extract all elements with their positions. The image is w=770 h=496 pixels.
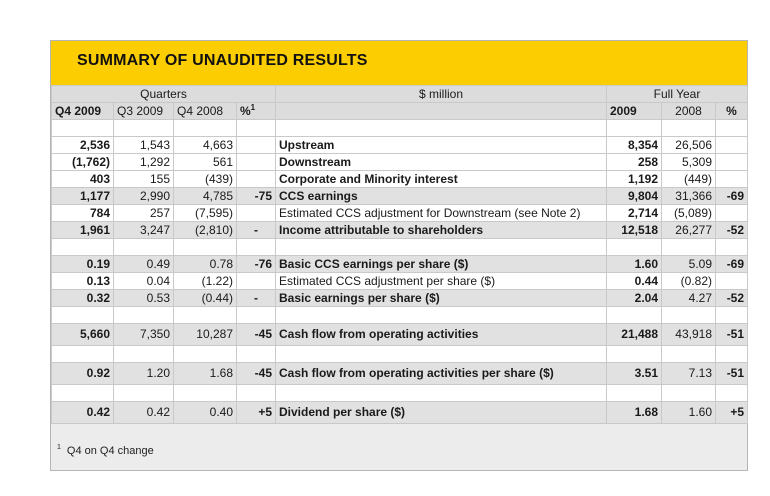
cell-pct-q [237,171,276,188]
table-row [52,222,748,239]
cell-pct-fy [716,205,748,222]
cell-q4-2008: 0.78 [174,256,237,273]
cell-label: Estimated CCS adjustment for Downstream (see Note 2) [276,205,607,222]
table-row [52,402,748,424]
cell-q4-2009: (1,762) [52,154,114,171]
cell-fy-2008: 26,277 [662,222,716,239]
col-pct-full-year: % [716,103,748,120]
cell-q3-2009: 7,350 [114,324,174,346]
cell-fy-2008: 31,366 [662,188,716,205]
cell-fy-2008: 43,918 [662,324,716,346]
quarters-header: Quarters [52,86,276,103]
cell-q4-2009: 0.13 [52,273,114,290]
footnote [57,445,154,457]
footnote-text: Q4 on Q4 change [66,445,154,457]
cell-q3-2009: 1,292 [114,154,174,171]
cell-fy-2009: 1.68 [607,402,662,424]
cell-q3-2009: 1,543 [114,137,174,154]
spacer-row [52,120,748,137]
cell-fy-2008: (0.82) [662,273,716,290]
full-year-header: Full Year [607,86,748,103]
cell-q3-2009: 3,247 [114,222,174,239]
cell-label: Cash flow from operating activities [276,324,607,346]
title-bar [51,41,747,85]
cell-fy-2009: 2,714 [607,205,662,222]
col-fy-2008: 2008 [662,103,716,120]
cell-pct-fy [716,137,748,154]
cell-label: Dividend per share ($) [276,402,607,424]
header-column-row [52,103,748,120]
cell-pct-q [237,154,276,171]
cell-q4-2009: 1,961 [52,222,114,239]
cell-fy-2008: 4.27 [662,290,716,307]
cell-q3-2009: 0.49 [114,256,174,273]
cell-q4-2008: 4,785 [174,188,237,205]
cell-fy-2008: (5,089) [662,205,716,222]
cell-q4-2009: 5,660 [52,324,114,346]
footnote-marker: 1 [250,102,256,112]
cell-pct-fy [716,154,748,171]
col-label [276,103,607,120]
spacer-row [52,346,748,363]
cell-label: Income attributable to shareholders [276,222,607,239]
cell-label: Basic CCS earnings per share ($) [276,256,607,273]
cell-pct-q: - [237,290,276,307]
cell-q3-2009: 155 [114,171,174,188]
spacer-row [52,239,748,256]
cell-pct-q: +5 [237,402,276,424]
cell-fy-2009: 3.51 [607,363,662,385]
table-row [52,188,748,205]
cell-q4-2009: 0.32 [52,290,114,307]
cell-fy-2008: (449) [662,171,716,188]
footnote-number: 1 [57,444,61,452]
cell-pct-fy: +5 [716,402,748,424]
table-row [52,290,748,307]
cell-label: Cash flow from operating activities per share ($) [276,363,607,385]
cell-pct-q: -76 [237,256,276,273]
cell-q4-2008: 1.68 [174,363,237,385]
table-row [52,324,748,346]
cell-q4-2008: (2,810) [174,222,237,239]
cell-fy-2009: 21,488 [607,324,662,346]
table-row [52,154,748,171]
cell-q4-2009: 784 [52,205,114,222]
cell-fy-2008: 5.09 [662,256,716,273]
table-row [52,171,748,188]
table-row [52,137,748,154]
table-row [52,256,748,273]
cell-fy-2009: 8,354 [607,137,662,154]
page-title: SUMMARY OF UNAUDITED RESULTS [77,52,368,69]
col-pct-quarters-label: % [240,103,251,118]
cell-pct-fy: -52 [716,290,748,307]
cell-fy-2009: 0.44 [607,273,662,290]
cell-q4-2008: 4,663 [174,137,237,154]
spacer-row [52,385,748,402]
cell-pct-q [237,137,276,154]
cell-label: Upstream [276,137,607,154]
cell-pct-q [237,273,276,290]
cell-fy-2008: 5,309 [662,154,716,171]
cell-q4-2008: 0.40 [174,402,237,424]
header-group-row [52,86,748,103]
cell-q3-2009: 0.04 [114,273,174,290]
results-panel [50,40,748,471]
units-header: $ million [276,86,607,103]
cell-pct-q: -75 [237,188,276,205]
table-row [52,363,748,385]
cell-pct-fy: -51 [716,363,748,385]
cell-pct-q: - [237,222,276,239]
cell-fy-2009: 258 [607,154,662,171]
spacer-row [52,307,748,324]
cell-label: CCS earnings [276,188,607,205]
table-row [52,205,748,222]
cell-label: Corporate and Minority interest [276,171,607,188]
results-table [51,85,748,424]
cell-fy-2009: 1.60 [607,256,662,273]
cell-q4-2008: (0.44) [174,290,237,307]
cell-q4-2009: 0.19 [52,256,114,273]
cell-q3-2009: 0.53 [114,290,174,307]
cell-fy-2008: 1.60 [662,402,716,424]
cell-fy-2009: 9,804 [607,188,662,205]
cell-q3-2009: 257 [114,205,174,222]
cell-pct-fy: -52 [716,222,748,239]
col-q4-2008: Q4 2008 [174,103,237,120]
cell-q4-2009: 0.92 [52,363,114,385]
cell-pct-fy: -51 [716,324,748,346]
cell-fy-2009: 1,192 [607,171,662,188]
cell-fy-2008: 26,506 [662,137,716,154]
table-row [52,273,748,290]
cell-fy-2009: 12,518 [607,222,662,239]
cell-q4-2009: 2,536 [52,137,114,154]
cell-pct-q: -45 [237,363,276,385]
cell-pct-fy [716,273,748,290]
cell-pct-fy: -69 [716,256,748,273]
cell-q4-2008: (439) [174,171,237,188]
col-fy-2009: 2009 [607,103,662,120]
cell-label: Downstream [276,154,607,171]
cell-q4-2008: 10,287 [174,324,237,346]
cell-label: Basic earnings per share ($) [276,290,607,307]
cell-label: Estimated CCS adjustment per share ($) [276,273,607,290]
cell-pct-fy: -69 [716,188,748,205]
cell-q4-2008: (1.22) [174,273,237,290]
col-q3-2009: Q3 2009 [114,103,174,120]
cell-q3-2009: 0.42 [114,402,174,424]
cell-fy-2008: 7.13 [662,363,716,385]
col-pct-quarters [237,103,276,120]
cell-q4-2008: (7,595) [174,205,237,222]
cell-q4-2008: 561 [174,154,237,171]
cell-q4-2009: 1,177 [52,188,114,205]
cell-q3-2009: 1.20 [114,363,174,385]
col-q4-2009: Q4 2009 [52,103,114,120]
cell-pct-q: -45 [237,324,276,346]
cell-fy-2009: 2.04 [607,290,662,307]
cell-pct-q [237,205,276,222]
cell-q3-2009: 2,990 [114,188,174,205]
cell-q4-2009: 403 [52,171,114,188]
cell-pct-fy [716,171,748,188]
cell-q4-2009: 0.42 [52,402,114,424]
